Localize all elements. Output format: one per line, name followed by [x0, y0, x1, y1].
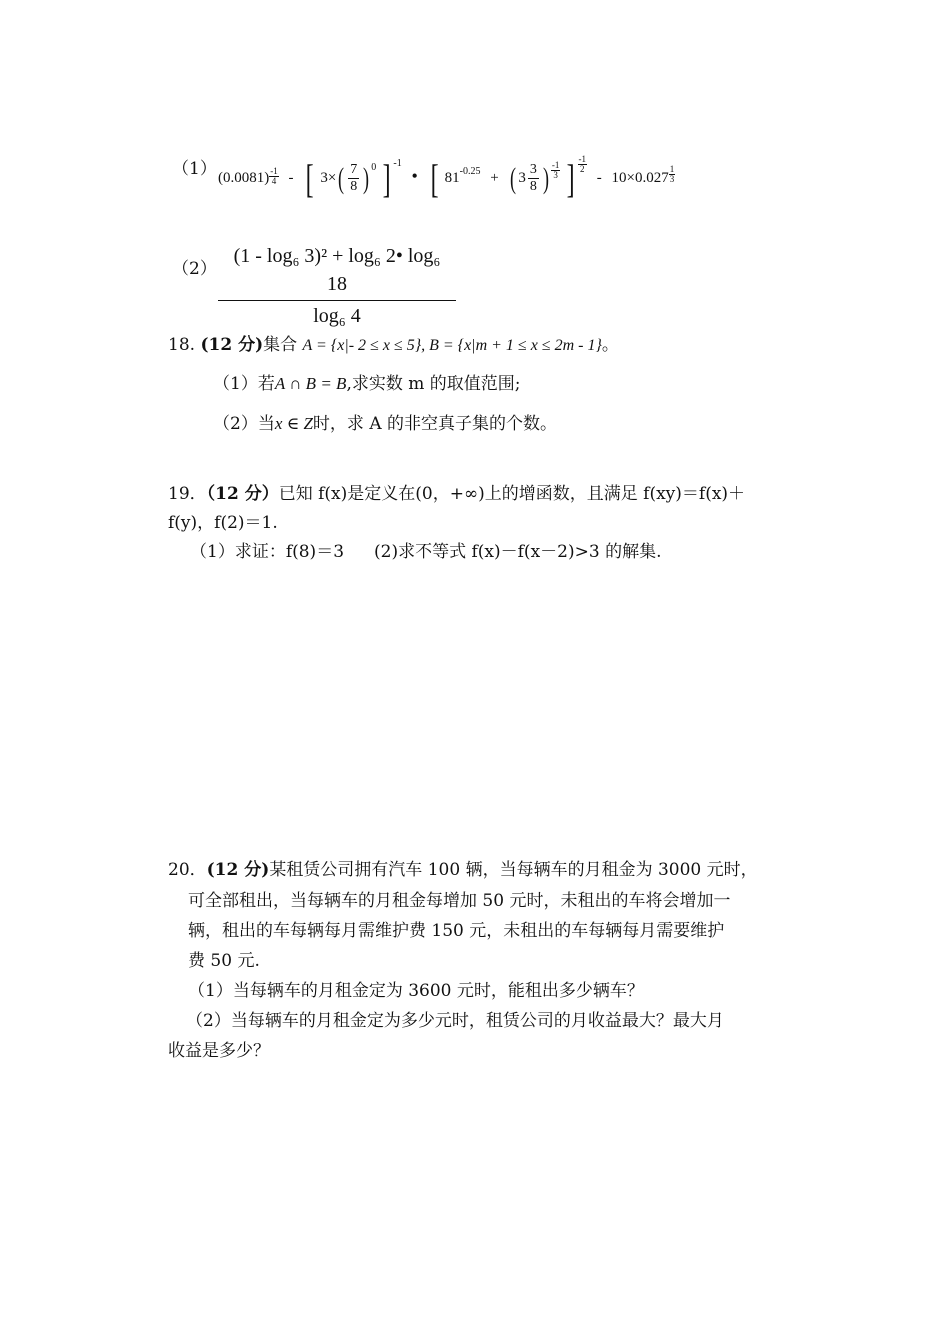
q17-p2-numerator: (1 - log₆ 3)² + log₆ 2• log₆ 18	[218, 242, 456, 301]
q20-line1	[168, 857, 758, 883]
right-bracket-2: ]	[566, 155, 575, 201]
mixed-whole: 3	[518, 170, 526, 186]
minus-sign-2: -	[596, 170, 602, 186]
q17-p2-fraction	[218, 242, 456, 331]
q19-line2: f(y)，f(2)＝1.	[168, 513, 278, 533]
exp-zero: 0	[371, 162, 377, 173]
exp-a: $\frac{-1}{4}$	[270, 166, 278, 186]
right-bracket: ]	[382, 155, 391, 201]
q20-line6: （2）当每辆车的月租金定为多少元时，租赁公司的月收益最大？最大月	[186, 1011, 724, 1031]
exp-025: -0.25	[459, 166, 481, 177]
q18-p1-text: ,求实数 m 的取值范围;	[346, 374, 521, 394]
q18-score: (12 分)	[200, 335, 264, 355]
exp-neg-third: $\frac{-1}{3}$	[551, 160, 560, 180]
q17-p1-expression: (0.0081) $\frac{-1}{4}$ - [ 3×( $\frac{7}{8}$ ) $^0$ ] $^{-1}$ • [ $81^{-0.25}$ + ( 3 $\frac{3}{8}$ ) $\frac{-1}{3}$ ] $\frac{-1}{2}$ - 10×0.027 $\frac{1}{3}$	[218, 154, 675, 201]
q18-stem-suffix: 。	[601, 335, 619, 355]
exp-neg1: -1	[393, 158, 402, 169]
q18-part2	[213, 411, 557, 437]
q18-p2-text: 时，求 A 的非空真子集的个数。	[312, 414, 558, 434]
term-81: 81	[444, 170, 460, 186]
q18-stem	[168, 332, 619, 359]
q17-p1-label: （1）	[172, 159, 217, 179]
q20-line1-text: 某租赁公司拥有汽车 100 辆，当每辆车的月租金为 3000 元时，	[269, 860, 758, 880]
q18-p2-math: x ∈ Z	[274, 414, 313, 433]
plus-sign: +	[490, 170, 499, 186]
left-bracket: [	[305, 155, 314, 201]
minus-sign: -	[288, 170, 294, 186]
q18-p1-math: A ∩ B = B	[274, 374, 347, 393]
term-a: (0.0081)	[218, 170, 270, 186]
q19-line1	[168, 481, 745, 507]
q20-number: 20．	[168, 860, 207, 880]
q19-score: （12 分）	[206, 484, 279, 504]
q20-line4: 费 50 元.	[188, 951, 260, 971]
three-times: 3×	[320, 170, 337, 186]
q20-line2: 可全部租出，当每辆车的月租金每增加 50 元时，未租出的车将会增加一	[188, 891, 731, 911]
exp-third: $\frac{1}{3}$	[669, 164, 675, 184]
fraction-7-8: $\frac{7}{8}$	[350, 162, 358, 195]
left-bracket-2: [	[430, 155, 439, 201]
q20-line5: （1）当每辆车的月租金定为 3600 元时，能租出多少辆车？	[188, 981, 644, 1001]
q20-score: (12 分)	[206, 860, 270, 880]
q19-line3	[190, 539, 661, 565]
q20-line3: 辆，租出的车每辆每月需维护费 150 元，未租出的车每辆每月需要维护	[188, 921, 725, 941]
q19-number: 19．	[168, 484, 207, 504]
q18-set-definition: A = {x|- 2 ≤ x ≤ 5}, B = {x|m + 1 ≤ x ≤ 2m - 1}	[302, 337, 602, 354]
q18-p2-label: （2）当	[213, 414, 275, 434]
q17-p2-denominator: log₆ 4	[313, 305, 361, 327]
q19-part1: （1）求证：f(8)＝3	[190, 542, 345, 562]
fraction-3-8: $\frac{3}{8}$	[529, 162, 537, 195]
q18-part1	[213, 371, 521, 397]
exp-neg-half: $\frac{-1}{2}$	[578, 154, 586, 174]
q18-number: 18.	[168, 335, 196, 355]
q19-part2: (2)求不等式 f(x)－f(x－2)>3 的解集.	[374, 542, 662, 562]
dot-operator: •	[411, 166, 418, 186]
q18-stem-prefix: 集合	[263, 335, 298, 355]
q19-line1-text: 已知 f(x)是定义在(0，+∞)上的增函数，且满足 f(xy)＝f(x)＋	[278, 484, 746, 504]
q17-p2-label: （2）	[172, 259, 217, 279]
q20-line7: 收益是多少？	[168, 1041, 270, 1061]
ten-times: 10×0.027	[611, 170, 669, 186]
q18-p1-label: （1）若	[213, 374, 275, 394]
